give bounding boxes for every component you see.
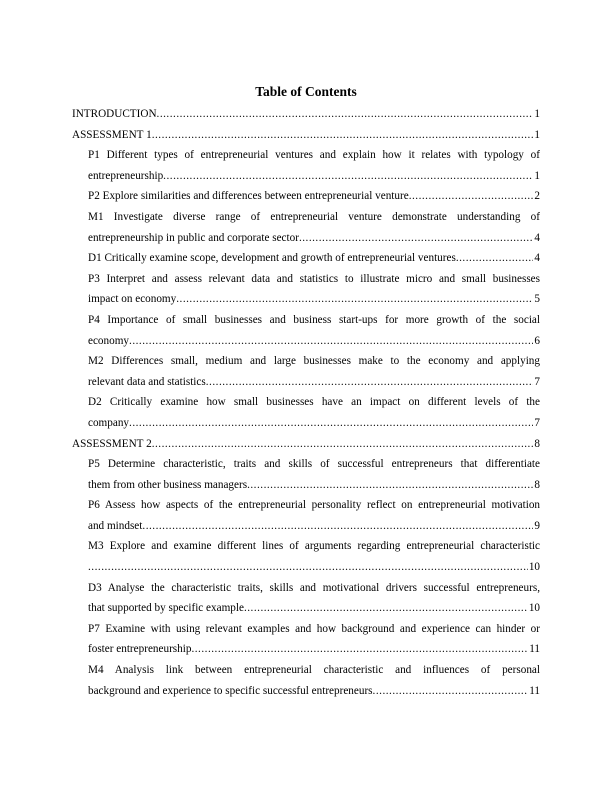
toc-entry-text: P1 Different types of entrepreneurial ventures and explain how it relates with typology of	[88, 149, 540, 162]
toc-entry-line	[72, 125, 540, 146]
toc-page-number: 11	[529, 684, 540, 697]
toc-page-number: 10	[528, 561, 540, 574]
dot-leader	[152, 434, 534, 455]
toc-page-number: 9	[534, 519, 540, 532]
toc-entry-line	[88, 186, 540, 207]
toc-entry[interactable]	[88, 145, 540, 186]
dot-leader	[373, 681, 529, 702]
toc-entry-text: M4 Analysis link between entrepreneurial characteristic and influences of personal	[88, 664, 540, 677]
dot-leader	[244, 598, 528, 619]
toc-entry[interactable]	[72, 434, 540, 455]
toc-entry[interactable]	[88, 536, 540, 577]
toc-page-number: 10	[528, 602, 540, 615]
table-of-contents	[72, 104, 540, 701]
toc-page-number: 8	[534, 478, 540, 491]
toc-entry-line	[88, 681, 540, 702]
toc-entry-text: and mindset	[88, 519, 143, 532]
toc-entry-line	[88, 413, 540, 434]
toc-entry-line	[88, 557, 540, 578]
toc-page-number: 11	[529, 643, 540, 656]
toc-entry[interactable]	[88, 269, 540, 310]
toc-entry[interactable]	[88, 495, 540, 536]
toc-entry-text: D1 Critically examine scope, development and growth of entrepreneurial ventures	[88, 252, 456, 265]
toc-entry-line	[72, 434, 540, 455]
toc-entry-line	[88, 228, 540, 249]
toc-entry[interactable]	[88, 578, 540, 619]
toc-entry-line	[88, 372, 540, 393]
toc-entry-text: background and experience to specific successful entrepreneurs	[88, 684, 373, 697]
toc-entry-text: foster entrepreneurship	[88, 643, 192, 656]
toc-page-number: 4	[534, 231, 540, 244]
toc-entry-text: economy	[88, 334, 130, 347]
toc-entry-text: P5 Determine characteristic, traits and skills of successful entrepreneurs that differentiate	[88, 458, 540, 471]
dot-leader	[409, 186, 534, 207]
toc-entry-text: P6 Assess how aspects of the entrepreneurial personality reflect on entrepreneurial motivation	[88, 499, 540, 512]
toc-entry[interactable]	[72, 104, 540, 125]
toc-page-number: 4	[534, 252, 540, 265]
toc-entry[interactable]	[88, 351, 540, 392]
dot-leader	[129, 331, 533, 352]
toc-page-number: 1	[534, 169, 540, 182]
dot-leader	[191, 639, 528, 660]
dot-leader	[247, 475, 533, 496]
toc-entry-text: company	[88, 416, 130, 429]
toc-page-number: 1	[534, 108, 540, 120]
toc-entry-text: them from other business managers	[88, 478, 248, 491]
toc-entry-line	[88, 516, 540, 537]
toc-entry-text: relevant data and statistics	[88, 375, 206, 388]
toc-entry-line	[88, 166, 540, 187]
toc-entry-line	[88, 475, 540, 496]
toc-page-number: 8	[534, 437, 540, 450]
dot-leader	[142, 516, 533, 537]
toc-page-number: 6	[534, 334, 540, 347]
toc-page-number: 7	[534, 416, 540, 429]
dot-leader	[152, 125, 534, 146]
toc-entry[interactable]	[88, 392, 540, 433]
toc-entry-line	[88, 639, 540, 660]
toc-entry[interactable]	[72, 125, 540, 146]
toc-page-number: 2	[534, 190, 540, 203]
toc-entry[interactable]	[88, 186, 540, 207]
toc-entry-line	[88, 248, 540, 269]
toc-entry-text: entrepreneurship in public and corporate sector	[88, 231, 299, 244]
toc-entry-text: P7 Examine with using relevant examples and how background and experience can hinder or	[88, 622, 540, 635]
toc-entry-line	[72, 104, 540, 125]
toc-entry-text: P4 Importance of small businesses and business start-ups for more growth of the social	[88, 313, 540, 326]
toc-page-number: 5	[534, 293, 540, 306]
dot-leader	[163, 166, 533, 187]
dot-leader	[176, 289, 533, 310]
dot-leader	[299, 228, 533, 249]
dot-leader	[456, 248, 534, 269]
toc-entry-text: M3 Explore and examine different lines of arguments regarding entrepreneurial characteristic	[88, 540, 540, 553]
dot-leader	[129, 413, 533, 434]
toc-entry-text: that supported by specific example	[88, 602, 244, 615]
toc-entry-text: M2 Differences small, medium and large businesses make to the economy and applying	[88, 355, 540, 368]
toc-entry[interactable]	[88, 207, 540, 248]
toc-entry[interactable]	[88, 454, 540, 495]
toc-entry[interactable]	[88, 248, 540, 269]
dot-leader	[206, 372, 534, 393]
dot-leader	[157, 104, 534, 125]
toc-entry-text: D2 Critically examine how small businesses have an impact on different levels of the	[88, 396, 540, 409]
toc-page-number: 1	[534, 128, 540, 141]
toc-entry[interactable]	[88, 660, 540, 701]
toc-entry-line	[88, 289, 540, 310]
toc-page-number: 7	[534, 375, 540, 388]
toc-entry-text: D3 Analyse the characteristic traits, skills and motivational drivers successful entrepreneurs,	[88, 581, 540, 594]
dot-leader	[88, 557, 528, 578]
toc-entry-text: INTRODUCTION	[72, 108, 157, 120]
toc-entry-line	[88, 331, 540, 352]
toc-entry-text: P2 Explore similarities and differences between entrepreneurial venture	[88, 190, 409, 203]
toc-entry-text: P3 Interpret and assess relevant data and statistics to illustrate micro and small businesses	[88, 272, 540, 285]
toc-title: Table of Contents	[255, 84, 357, 99]
toc-entry-text: ASSESSMENT 2	[72, 437, 152, 450]
toc-entry-text: M1 Investigate diverse range of entrepreneurial venture demonstrate understanding of	[88, 210, 540, 223]
toc-entry-line	[88, 598, 540, 619]
toc-entry-text: impact on economy	[88, 293, 177, 306]
toc-entry[interactable]	[88, 619, 540, 660]
toc-entry-text: entrepreneurship	[88, 169, 164, 182]
toc-entry[interactable]	[88, 310, 540, 351]
toc-entry-text: ASSESSMENT 1	[72, 128, 152, 141]
